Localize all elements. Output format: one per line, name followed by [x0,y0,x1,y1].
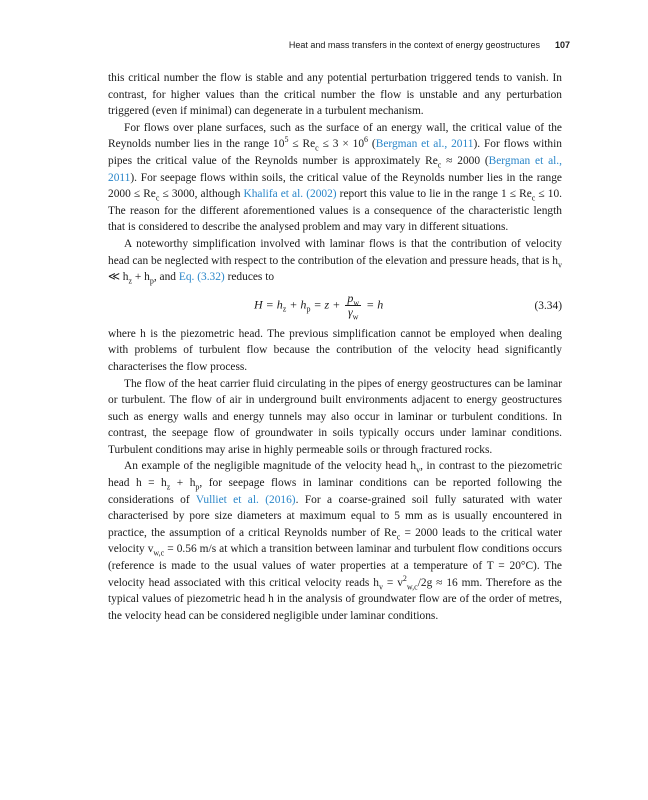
citation-link[interactable]: Khalifa et al. (2002) [243,188,337,201]
citation-link[interactable]: Bergman et al., 2011 [375,138,474,151]
citation-link[interactable]: Vulliet et al. (2016) [195,493,296,506]
paragraph: For flows over plane surfaces, such as the surface of an energy wall, the critical value of the Reynolds number lies in the range $10^5 \le Re_c \le 3 \times 10^6$ (Bergman et al., 2011). For flows within pipes the critical value of the Reynolds number is approximately $Re_c \approx 2000$ (Bergman et al., 2011). For seepage flows within soils, the critical value of the Reynolds number lies in the range $2000 \le Re_c \le 3000$, although Khalifa et al. (2002) report this value to lie in the range $1 \le Re_c \le 10$. The reason for the different aforementioned values is a consequence of the characteristic length that is considered to describe the analysed problem and may vary in different situations. [108,121,563,234]
paragraph: A noteworthy simplification involved with laminar flows is that the contribution of velocity head can be neglected with respect to the contribution of the elevation and pressure heads, that is $h_v$ ≪ $h_z + h_p$, and Eq. (3.32) reduces to [108,237,562,286]
equation-number: (3.34) [534,299,562,312]
paragraph: where h is the piezometric head. The previous simplification cannot be employed when dealing with problems of turbulent flow because the contribution of the velocity head significantly characterises the flow process. [108,327,562,373]
running-title: Heat and mass transfers in the context of energy geostructures [288,40,540,50]
paragraph: An example of the negligible magnitude of the velocity head $h_v$, in contrast to the piezometric head $h = h_z + h_p$, for seepage flows in laminar conditions can be reported following the considerations of Vulliet et al. (2016). For a coarse-grained soil fully saturated with water characterised by pore size diameters at maximum equal to 5 mm as is usually encountered in practice, the assumption of a critical Reynolds number of $Re_c = 2000$ leads to the critical water velocity $v_{w,c} = 0.56$ m/s at which a transition between laminar and turbulent flow conditions occurs (reference is made to the usual values of water properties at a temperature of T = 20°C). The velocity head associated with this critical velocity reads $h_v = v^2_{w,c}/2g \approx 16$ mm. Therefore as the typical values of piezometric head h in the analysis of groundwater flow are of the order of metres, the velocity head can be considered negligible under laminar conditions. [108,460,562,622]
equation-3-34 [108,286,562,326]
running-header [108,40,570,54]
body-text [108,70,562,624]
equation-fraction: $\frac{p_w}{\gamma_w}$ [347,290,360,322]
citation-link[interactable]: Bergman et al., 2011 [108,154,562,184]
equation-ref-link[interactable]: Eq. (3.32) [178,271,225,284]
page-number: 107 [554,40,570,50]
equation-expression: $H = h_z + h_p = z$ + $\frac{p_w}{\gamma_w}$ = h [254,290,384,322]
paragraph: The flow of the heat carrier fluid circulating in the pipes of energy geostructures can be laminar or turbulent. The flow of air in underground built environments adjacent to energy geostructures such as energy walls and energy tunnels may also occur in laminar or turbulent conditions. In contrast, the seepage flow of groundwater in soils typically occurs under laminar conditions. Turbulent conditions may arise in highly permeable soils or through fractured rocks. [108,377,562,456]
paragraph: this critical number the flow is stable and any potential perturbation triggered tends to vanish. In contrast, for higher values than the critical number the flow is unstable and any perturbation triggered (even if minimal) can degenerate in a turbulent mechanism. [108,72,562,118]
